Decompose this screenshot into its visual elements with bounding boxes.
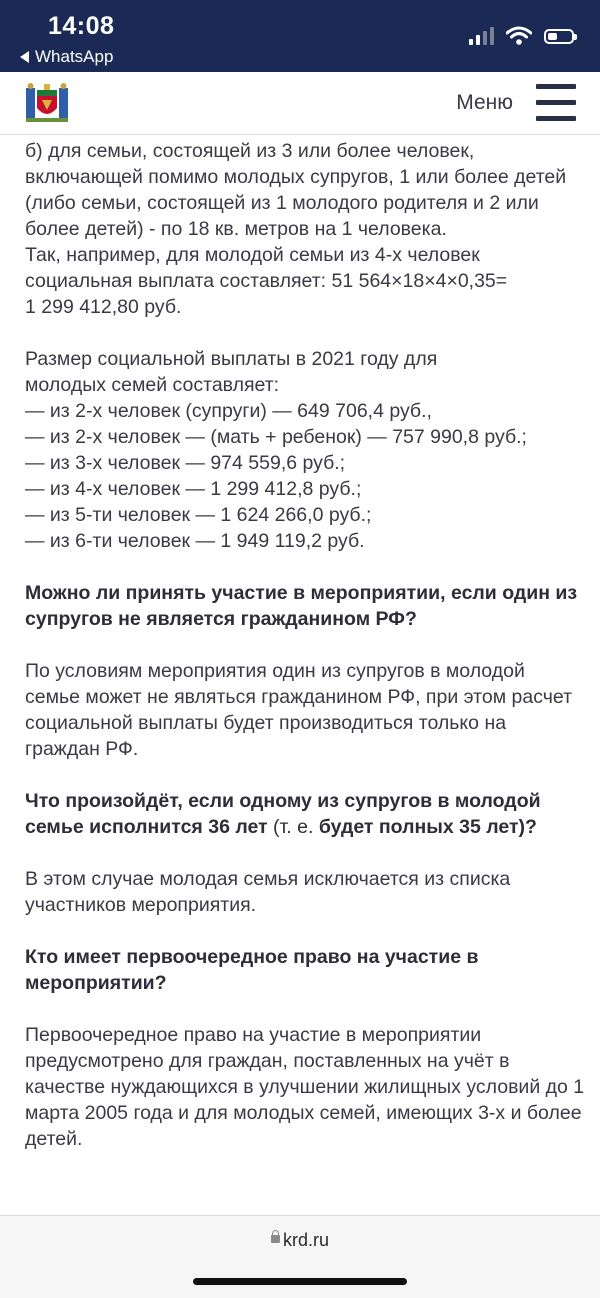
article-content — [0, 135, 600, 1215]
question-2-part-1: Что произойдёт, если одному из супругов в молодой семье исполнится 36 лет — [25, 790, 541, 838]
question-2 — [25, 788, 585, 840]
question-2-part-3: будет полных 35 лет)? — [318, 816, 537, 838]
payment-item: — из 2-х человек — (мать + ребенок) — 757 990,8 руб.; — [25, 426, 527, 448]
home-indicator[interactable] — [193, 1278, 407, 1285]
hamburger-menu-icon[interactable] — [536, 84, 576, 122]
payment-item: — из 6-ти человек — 1 949 119,2 руб. — [25, 530, 365, 552]
payments-intro-line-2: молодых семей составляет: — [25, 374, 280, 396]
back-to-whatsapp-button[interactable] — [20, 47, 113, 67]
status-icons — [469, 26, 574, 46]
lock-icon — [271, 1235, 280, 1243]
url-text: krd.ru — [282, 1230, 329, 1250]
paragraph-b: б) для семьи, состоящей из 3 или более человек, включающей помимо молодых супругов, 1 или более детей (либо семьи, состоящей из 1 молодого родителя и 2 или более детей) - по 18 кв. метров на 1 человека. — [25, 140, 567, 240]
wifi-icon — [506, 26, 532, 46]
menu-label[interactable]: Меню — [456, 91, 513, 114]
back-app-label: WhatsApp — [35, 47, 114, 66]
payments-intro-line-1: Размер социальной выплаты в 2021 году для — [25, 348, 438, 370]
example-line-2: 1 299 412,80 руб. — [25, 296, 182, 318]
payment-item: — из 3-х человек — 974 559,6 руб.; — [25, 452, 346, 474]
question-3: Кто имеет первоочередное право на участие в мероприятии? — [25, 946, 479, 994]
answer-3: Первоочередное право на участие в мероприятии предусмотрено для граждан, поставленных на учёт в качестве нуждающихся в улучшении жилищных условий до 1 марта 2005 года и для молодых семей, имеющих 3-х и более детей. — [25, 1024, 585, 1150]
payment-item: — из 2-х человек (супруги) — 649 706,4 руб., — [25, 400, 432, 422]
site-header — [0, 72, 600, 135]
back-arrow-icon — [20, 51, 29, 63]
question-2-part-2: (т. е. — [267, 816, 319, 838]
example-line-1: Так, например, для молодой семьи из 4-х человек социальная выплата составляет: 51 564×18×4×0,35= — [25, 244, 508, 292]
status-time: 14:08 — [48, 12, 115, 40]
answer-2: В этом случае молодая семья исключается из списка участников мероприятия. — [25, 868, 511, 916]
status-bar — [0, 0, 600, 72]
address-bar[interactable] — [0, 1230, 600, 1251]
browser-bottom-bar — [0, 1215, 600, 1298]
answer-1: По условиям мероприятия один из супругов в молодой семье может не являться гражданином РФ, при этом расчет социальной выплаты будет производиться только на граждан РФ. — [25, 660, 573, 760]
krasnodar-coat-of-arms-icon[interactable] — [24, 82, 70, 124]
signal-icon — [469, 27, 494, 45]
question-1: Можно ли принять участие в мероприятии, если один из супругов не является гражданином РФ? — [25, 582, 578, 630]
battery-icon — [544, 29, 574, 44]
payment-item: — из 5-ти человек — 1 624 266,0 руб.; — [25, 504, 372, 526]
payment-item: — из 4-х человек — 1 299 412,8 руб.; — [25, 478, 362, 500]
